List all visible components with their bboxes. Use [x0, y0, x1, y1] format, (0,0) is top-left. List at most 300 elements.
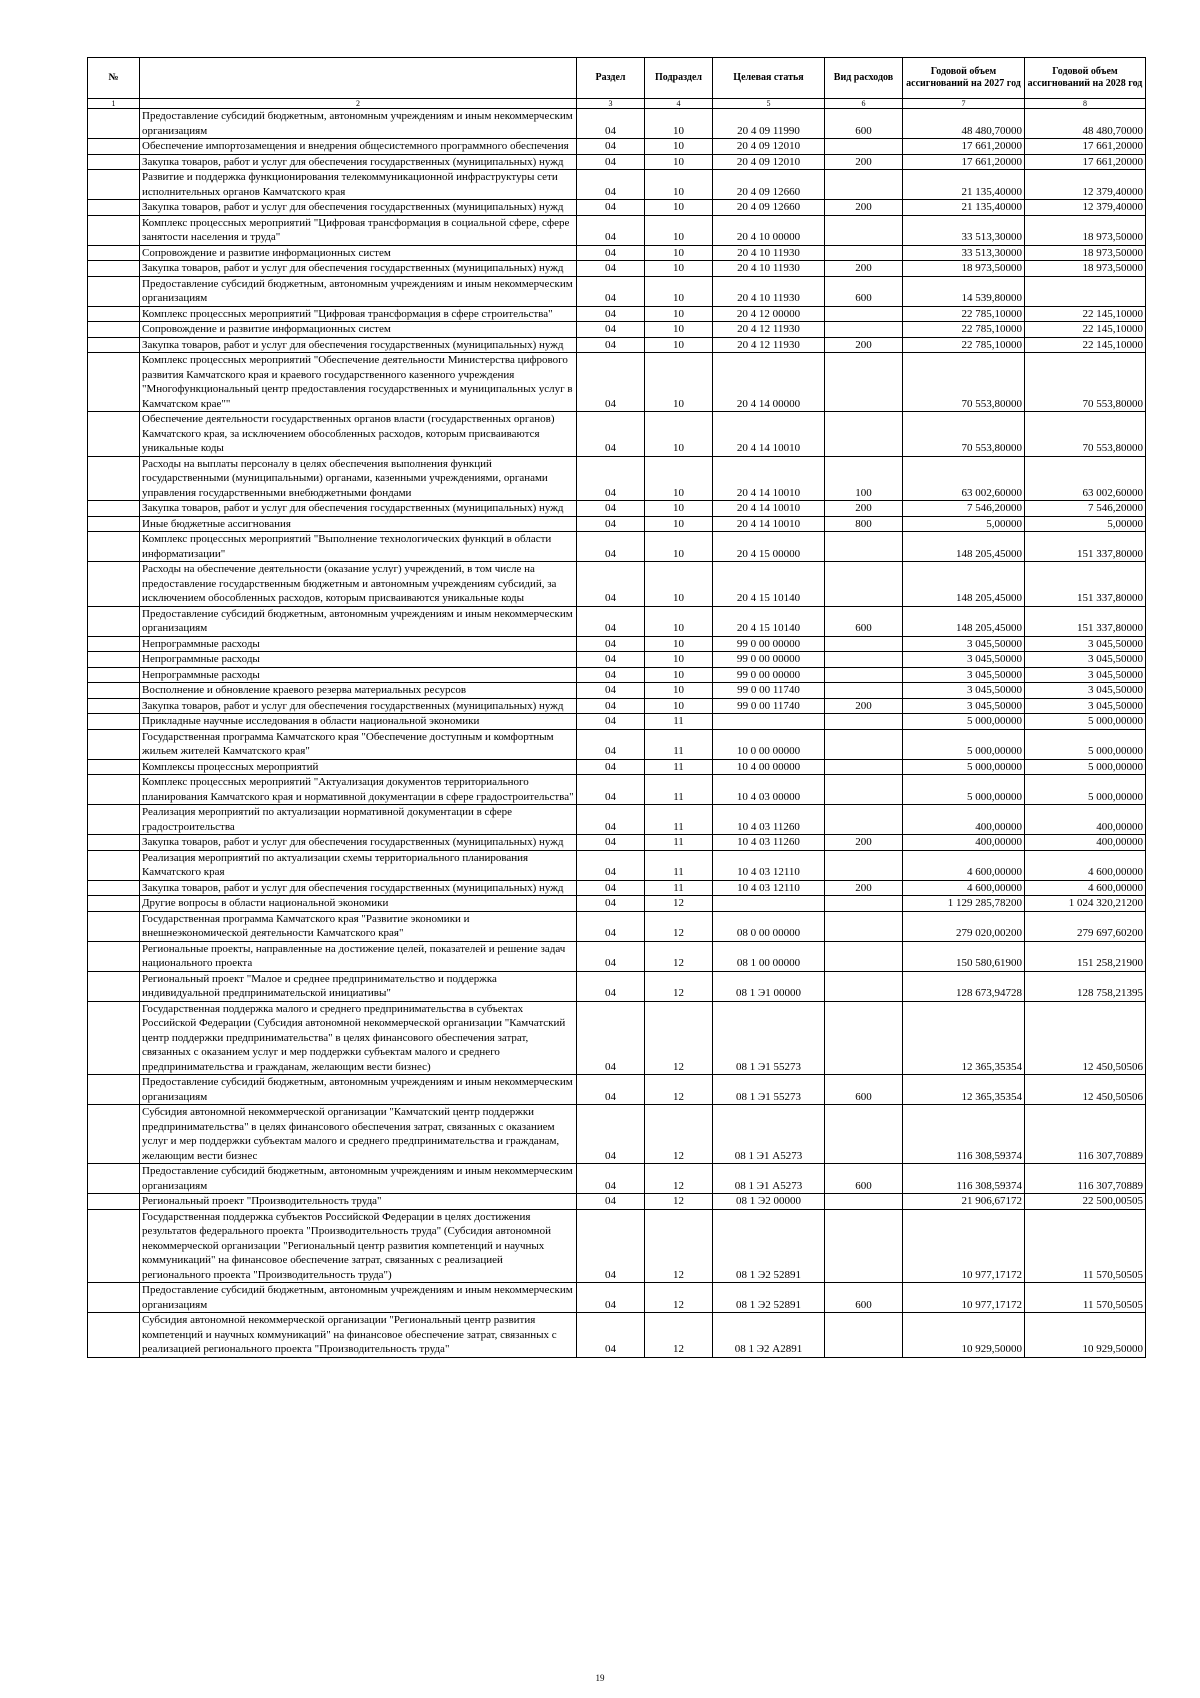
- row-name-cell: Комплекс процессных мероприятий "Обеспечение деятельности Министерства цифрового развития Камчатского края и краевого государственного казенного учреждения "Многофункциональный центр предоставления государственных и муниципальных услуг в Камчатском крае"": [140, 353, 577, 412]
- target-article-cell: 08 1 Э2 00000: [713, 1194, 825, 1210]
- subsection-cell: 11: [645, 759, 713, 775]
- section-cell: 04: [577, 652, 645, 668]
- section-cell: 04: [577, 606, 645, 636]
- row-name-cell: Предоставление субсидий бюджетным, автономным учреждениям и иным некоммерческим организациям: [140, 109, 577, 139]
- table-row: [88, 276, 1146, 306]
- amount-2028-cell: 22 145,10000: [1025, 322, 1146, 338]
- target-article-cell: 08 1 Э2 52891: [713, 1209, 825, 1283]
- table-row: [88, 170, 1146, 200]
- row-name-cell: Закупка товаров, работ и услуг для обеспечения государственных (муниципальных) нужд: [140, 200, 577, 216]
- row-number-cell: [88, 353, 140, 412]
- target-article-cell: 20 4 15 00000: [713, 532, 825, 562]
- section-cell: 04: [577, 775, 645, 805]
- amount-2027-cell: 5,00000: [903, 516, 1025, 532]
- table-row: [88, 532, 1146, 562]
- amount-2028-cell: 22 145,10000: [1025, 306, 1146, 322]
- expense-kind-cell: [825, 215, 903, 245]
- section-cell: 04: [577, 835, 645, 851]
- section-cell: 04: [577, 532, 645, 562]
- amount-2027-cell: 3 045,50000: [903, 698, 1025, 714]
- row-number-cell: [88, 835, 140, 851]
- target-article-cell: 20 4 09 11990: [713, 109, 825, 139]
- subsection-cell: 10: [645, 200, 713, 216]
- table-row: [88, 501, 1146, 517]
- expense-kind-cell: [825, 412, 903, 457]
- amount-2028-cell: 3 045,50000: [1025, 683, 1146, 699]
- row-name-cell: Региональный проект "Малое и среднее предпринимательство и поддержка индивидуальной предпринимательской инициативы": [140, 971, 577, 1001]
- amount-2028-cell: 4 600,00000: [1025, 850, 1146, 880]
- amount-2028-cell: 10 929,50000: [1025, 1313, 1146, 1358]
- table-row: [88, 154, 1146, 170]
- table-row: [88, 200, 1146, 216]
- expense-kind-cell: [825, 636, 903, 652]
- amount-2027-cell: 12 365,35354: [903, 1075, 1025, 1105]
- expense-kind-cell: [825, 729, 903, 759]
- subsection-cell: 12: [645, 1209, 713, 1283]
- row-number-cell: [88, 729, 140, 759]
- subsection-cell: 11: [645, 729, 713, 759]
- amount-2028-cell: 151 337,80000: [1025, 532, 1146, 562]
- target-article-cell: 20 4 14 10010: [713, 501, 825, 517]
- subsection-cell: 11: [645, 805, 713, 835]
- row-name-cell: Расходы на выплаты персоналу в целях обеспечения выполнения функций государственными (муниципальными) органами, казенными учреждениями, органами управления государственными внебюджетными фондами: [140, 456, 577, 501]
- row-name-cell: Комплекс процессных мероприятий "Цифровая трансформация в социальной сфере, сфере занятости населения и труда": [140, 215, 577, 245]
- row-name-cell: Государственная поддержка субъектов Российской Федерации в целях достижения результатов федерального проекта "Производительность труда" (Субсидия автономной некоммерческой организации "Региональный центр развития компетенций и научных коммуникаций" на финансовое обеспечение затрат, связанных с реализацией регионального проекта "Производительность труда"): [140, 1209, 577, 1283]
- expense-kind-cell: 800: [825, 516, 903, 532]
- section-cell: 04: [577, 170, 645, 200]
- section-cell: 04: [577, 1105, 645, 1164]
- section-cell: 04: [577, 456, 645, 501]
- table-row: [88, 652, 1146, 668]
- column-number: 7: [903, 99, 1025, 109]
- target-article-cell: 99 0 00 00000: [713, 667, 825, 683]
- target-article-cell: 08 1 Э2 52891: [713, 1283, 825, 1313]
- amount-2028-cell: 5 000,00000: [1025, 729, 1146, 759]
- section-cell: 04: [577, 880, 645, 896]
- amount-2027-cell: 70 553,80000: [903, 412, 1025, 457]
- subsection-cell: 10: [645, 154, 713, 170]
- amount-2028-cell: 70 553,80000: [1025, 412, 1146, 457]
- row-number-cell: [88, 911, 140, 941]
- target-article-cell: 20 4 10 00000: [713, 215, 825, 245]
- target-article-cell: 10 4 03 12110: [713, 880, 825, 896]
- section-cell: 04: [577, 759, 645, 775]
- expense-kind-cell: 200: [825, 501, 903, 517]
- amount-2028-cell: 5,00000: [1025, 516, 1146, 532]
- expense-kind-cell: [825, 306, 903, 322]
- expense-kind-cell: [825, 1209, 903, 1283]
- expense-kind-cell: [825, 850, 903, 880]
- amount-2027-cell: 22 785,10000: [903, 322, 1025, 338]
- expense-kind-cell: 600: [825, 606, 903, 636]
- column-number: 2: [140, 99, 577, 109]
- target-article-cell: 08 1 Э1 55273: [713, 1075, 825, 1105]
- subsection-cell: 10: [645, 215, 713, 245]
- row-name-cell: Обеспечение деятельности государственных органов власти (государственных органов) Камчатского края, за исключением обособленных расходов, которым присваиваются уникальные коды: [140, 412, 577, 457]
- subsection-cell: 10: [645, 322, 713, 338]
- row-number-cell: [88, 215, 140, 245]
- column-number: 8: [1025, 99, 1146, 109]
- row-number-cell: [88, 1075, 140, 1105]
- expense-kind-cell: 200: [825, 698, 903, 714]
- table-row: [88, 109, 1146, 139]
- subsection-cell: 10: [645, 170, 713, 200]
- section-cell: 04: [577, 1313, 645, 1358]
- amount-2027-cell: 48 480,70000: [903, 109, 1025, 139]
- row-name-cell: Другие вопросы в области национальной экономики: [140, 896, 577, 912]
- row-name-cell: Комплекс процессных мероприятий "Выполнение технологических функций в области информатизации": [140, 532, 577, 562]
- subsection-cell: 10: [645, 532, 713, 562]
- subsection-cell: 11: [645, 850, 713, 880]
- row-number-cell: [88, 1194, 140, 1210]
- amount-2027-cell: 3 045,50000: [903, 667, 1025, 683]
- section-cell: 04: [577, 911, 645, 941]
- target-article-cell: 20 4 09 12010: [713, 154, 825, 170]
- table-row: [88, 698, 1146, 714]
- amount-2027-cell: 14 539,80000: [903, 276, 1025, 306]
- amount-2028-cell: 3 045,50000: [1025, 698, 1146, 714]
- subsection-cell: 10: [645, 353, 713, 412]
- row-number-cell: [88, 170, 140, 200]
- target-article-cell: 20 4 12 11930: [713, 337, 825, 353]
- amount-2028-cell: 12 379,40000: [1025, 200, 1146, 216]
- row-number-cell: [88, 562, 140, 607]
- expense-kind-cell: 600: [825, 1283, 903, 1313]
- section-cell: 04: [577, 1075, 645, 1105]
- expense-kind-cell: 600: [825, 1075, 903, 1105]
- subsection-cell: 10: [645, 139, 713, 155]
- amount-2027-cell: 4 600,00000: [903, 850, 1025, 880]
- row-number-cell: [88, 200, 140, 216]
- row-number-cell: [88, 850, 140, 880]
- row-name-cell: Расходы на обеспечение деятельности (оказание услуг) учреждений, в том числе на предоставление государственным бюджетным и автономным учреждениям субсидий, за исключением обособленных расходов, которым присваиваются уникальные коды: [140, 562, 577, 607]
- subsection-cell: 10: [645, 667, 713, 683]
- expense-kind-cell: [825, 170, 903, 200]
- subsection-cell: 12: [645, 971, 713, 1001]
- subsection-cell: 10: [645, 245, 713, 261]
- amount-2027-cell: 17 661,20000: [903, 139, 1025, 155]
- row-name-cell: Государственная программа Камчатского края "Обеспечение доступным и комфортным жильем жителей Камчатского края": [140, 729, 577, 759]
- amount-2027-cell: 150 580,61900: [903, 941, 1025, 971]
- section-cell: 04: [577, 412, 645, 457]
- target-article-cell: 08 1 Э2 А2891: [713, 1313, 825, 1358]
- amount-2028-cell: 11 570,50505: [1025, 1209, 1146, 1283]
- subsection-cell: 10: [645, 516, 713, 532]
- row-name-cell: Сопровождение и развитие информационных систем: [140, 322, 577, 338]
- table-row: [88, 245, 1146, 261]
- table-row: [88, 337, 1146, 353]
- table-row: [88, 683, 1146, 699]
- amount-2027-cell: 148 205,45000: [903, 532, 1025, 562]
- row-number-cell: [88, 636, 140, 652]
- row-number-cell: [88, 759, 140, 775]
- amount-2027-cell: 70 553,80000: [903, 353, 1025, 412]
- subsection-cell: 10: [645, 606, 713, 636]
- section-cell: 04: [577, 139, 645, 155]
- section-cell: 04: [577, 353, 645, 412]
- row-number-cell: [88, 154, 140, 170]
- target-article-cell: [713, 714, 825, 730]
- amount-2028-cell: 18 973,50000: [1025, 215, 1146, 245]
- target-article-cell: 08 1 Э1 00000: [713, 971, 825, 1001]
- target-article-cell: [713, 896, 825, 912]
- amount-2027-cell: 3 045,50000: [903, 683, 1025, 699]
- table-row: [88, 353, 1146, 412]
- amount-2027-cell: 63 002,60000: [903, 456, 1025, 501]
- target-article-cell: 08 1 Э1 А5273: [713, 1105, 825, 1164]
- section-cell: 04: [577, 1164, 645, 1194]
- header-section: Раздел: [577, 58, 645, 99]
- section-cell: 04: [577, 667, 645, 683]
- amount-2027-cell: 279 020,00200: [903, 911, 1025, 941]
- amount-2027-cell: 33 513,30000: [903, 245, 1025, 261]
- amount-2028-cell: 5 000,00000: [1025, 714, 1146, 730]
- row-number-cell: [88, 139, 140, 155]
- amount-2027-cell: 5 000,00000: [903, 759, 1025, 775]
- row-number-cell: [88, 456, 140, 501]
- row-number-cell: [88, 652, 140, 668]
- amount-2028-cell: [1025, 276, 1146, 306]
- expense-kind-cell: [825, 971, 903, 1001]
- amount-2027-cell: 7 546,20000: [903, 501, 1025, 517]
- amount-2028-cell: 5 000,00000: [1025, 759, 1146, 775]
- amount-2028-cell: 116 307,70889: [1025, 1164, 1146, 1194]
- row-name-cell: Реализация мероприятий по актуализации схемы территориального планирования Камчатского края: [140, 850, 577, 880]
- target-article-cell: 20 4 15 10140: [713, 606, 825, 636]
- expense-kind-cell: 200: [825, 835, 903, 851]
- expense-kind-cell: [825, 941, 903, 971]
- subsection-cell: 11: [645, 775, 713, 805]
- section-cell: 04: [577, 154, 645, 170]
- row-name-cell: Непрограммные расходы: [140, 636, 577, 652]
- row-name-cell: Закупка товаров, работ и услуг для обеспечения государственных (муниципальных) нужд: [140, 835, 577, 851]
- amount-2027-cell: 400,00000: [903, 835, 1025, 851]
- expense-kind-cell: [825, 1105, 903, 1164]
- amount-2027-cell: 3 045,50000: [903, 636, 1025, 652]
- amount-2027-cell: 18 973,50000: [903, 261, 1025, 277]
- section-cell: 04: [577, 261, 645, 277]
- expense-kind-cell: 600: [825, 276, 903, 306]
- row-number-cell: [88, 714, 140, 730]
- section-cell: 04: [577, 683, 645, 699]
- section-cell: 04: [577, 215, 645, 245]
- row-number-cell: [88, 109, 140, 139]
- amount-2027-cell: 21 906,67172: [903, 1194, 1025, 1210]
- section-cell: 04: [577, 850, 645, 880]
- row-name-cell: Предоставление субсидий бюджетным, автономным учреждениям и иным некоммерческим организациям: [140, 1283, 577, 1313]
- row-number-cell: [88, 1105, 140, 1164]
- expense-kind-cell: [825, 683, 903, 699]
- subsection-cell: 10: [645, 276, 713, 306]
- table-row: [88, 456, 1146, 501]
- target-article-cell: 20 4 14 10010: [713, 412, 825, 457]
- row-number-cell: [88, 516, 140, 532]
- target-article-cell: 10 4 03 00000: [713, 775, 825, 805]
- amount-2028-cell: 17 661,20000: [1025, 139, 1146, 155]
- expense-kind-cell: [825, 805, 903, 835]
- amount-2028-cell: 279 697,60200: [1025, 911, 1146, 941]
- row-name-cell: Комплексы процессных мероприятий: [140, 759, 577, 775]
- expense-kind-cell: [825, 139, 903, 155]
- expense-kind-cell: [825, 353, 903, 412]
- column-number-row: [88, 99, 1146, 109]
- table-row: [88, 971, 1146, 1001]
- table-row: [88, 516, 1146, 532]
- target-article-cell: 10 4 03 12110: [713, 850, 825, 880]
- amount-2028-cell: 3 045,50000: [1025, 667, 1146, 683]
- row-number-cell: [88, 667, 140, 683]
- row-number-cell: [88, 1313, 140, 1358]
- table-row: [88, 606, 1146, 636]
- expense-kind-cell: 200: [825, 154, 903, 170]
- amount-2027-cell: 12 365,35354: [903, 1001, 1025, 1075]
- target-article-cell: 20 4 15 10140: [713, 562, 825, 607]
- target-article-cell: 08 1 00 00000: [713, 941, 825, 971]
- row-name-cell: Закупка товаров, работ и услуг для обеспечения государственных (муниципальных) нужд: [140, 154, 577, 170]
- row-name-cell: Иные бюджетные ассигнования: [140, 516, 577, 532]
- row-number-cell: [88, 412, 140, 457]
- amount-2028-cell: 48 480,70000: [1025, 109, 1146, 139]
- expense-kind-cell: 200: [825, 261, 903, 277]
- row-name-cell: Закупка товаров, работ и услуг для обеспечения государственных (муниципальных) нужд: [140, 880, 577, 896]
- amount-2027-cell: 1 129 285,78200: [903, 896, 1025, 912]
- table-row: [88, 896, 1146, 912]
- row-number-cell: [88, 1164, 140, 1194]
- subsection-cell: 11: [645, 714, 713, 730]
- table-row: [88, 306, 1146, 322]
- row-name-cell: Региональные проекты, направленные на достижение целей, показателей и решение задач национального проекта: [140, 941, 577, 971]
- table-row: [88, 775, 1146, 805]
- expense-kind-cell: [825, 667, 903, 683]
- amount-2028-cell: 128 758,21395: [1025, 971, 1146, 1001]
- target-article-cell: 99 0 00 11740: [713, 698, 825, 714]
- header-number: №: [88, 58, 140, 99]
- row-name-cell: Обеспечение импортозамещения и внедрения общесистемного программного обеспечения: [140, 139, 577, 155]
- section-cell: 04: [577, 516, 645, 532]
- subsection-cell: 11: [645, 835, 713, 851]
- column-number: 6: [825, 99, 903, 109]
- row-number-cell: [88, 322, 140, 338]
- row-name-cell: Реализация мероприятий по актуализации нормативной документации в сфере градостроительства: [140, 805, 577, 835]
- amount-2027-cell: 116 308,59374: [903, 1164, 1025, 1194]
- target-article-cell: 20 4 12 00000: [713, 306, 825, 322]
- page-number: 19: [595, 1673, 605, 1683]
- amount-2027-cell: 33 513,30000: [903, 215, 1025, 245]
- subsection-cell: 12: [645, 896, 713, 912]
- column-number: 5: [713, 99, 825, 109]
- amount-2027-cell: 5 000,00000: [903, 714, 1025, 730]
- row-number-cell: [88, 683, 140, 699]
- row-number-cell: [88, 501, 140, 517]
- row-name-cell: Предоставление субсидий бюджетным, автономным учреждениям и иным некоммерческим организациям: [140, 1164, 577, 1194]
- table-row: [88, 1164, 1146, 1194]
- target-article-cell: 99 0 00 11740: [713, 683, 825, 699]
- subsection-cell: 10: [645, 683, 713, 699]
- amount-2027-cell: 128 673,94728: [903, 971, 1025, 1001]
- section-cell: 04: [577, 109, 645, 139]
- target-article-cell: 20 4 14 10010: [713, 516, 825, 532]
- amount-2028-cell: 1 024 320,21200: [1025, 896, 1146, 912]
- amount-2027-cell: 17 661,20000: [903, 154, 1025, 170]
- section-cell: 04: [577, 896, 645, 912]
- target-article-cell: 20 4 09 12660: [713, 200, 825, 216]
- expense-kind-cell: 200: [825, 880, 903, 896]
- section-cell: 04: [577, 245, 645, 261]
- target-article-cell: 08 1 Э1 55273: [713, 1001, 825, 1075]
- target-article-cell: 10 4 03 11260: [713, 805, 825, 835]
- amount-2028-cell: 12 450,50506: [1025, 1001, 1146, 1075]
- expense-kind-cell: 600: [825, 109, 903, 139]
- subsection-cell: 12: [645, 1001, 713, 1075]
- amount-2027-cell: 10 929,50000: [903, 1313, 1025, 1358]
- expense-kind-cell: 200: [825, 337, 903, 353]
- column-number: 4: [645, 99, 713, 109]
- row-name-cell: Прикладные научные исследования в области национальной экономики: [140, 714, 577, 730]
- row-name-cell: Сопровождение и развитие информационных систем: [140, 245, 577, 261]
- subsection-cell: 12: [645, 911, 713, 941]
- section-cell: 04: [577, 1209, 645, 1283]
- section-cell: 04: [577, 562, 645, 607]
- section-cell: 04: [577, 306, 645, 322]
- subsection-cell: 12: [645, 1105, 713, 1164]
- amount-2028-cell: 12 450,50506: [1025, 1075, 1146, 1105]
- section-cell: 04: [577, 337, 645, 353]
- row-number-cell: [88, 532, 140, 562]
- amount-2028-cell: 151 337,80000: [1025, 562, 1146, 607]
- table-row: [88, 636, 1146, 652]
- amount-2027-cell: 3 045,50000: [903, 652, 1025, 668]
- table-row: [88, 1075, 1146, 1105]
- table-row: [88, 261, 1146, 277]
- row-name-cell: Комплекс процессных мероприятий "Актуализация документов территориального планирования Камчатского края и нормативной документации в сфере градостроительства": [140, 775, 577, 805]
- section-cell: 04: [577, 1194, 645, 1210]
- subsection-cell: 10: [645, 261, 713, 277]
- amount-2027-cell: 22 785,10000: [903, 306, 1025, 322]
- table-row: [88, 714, 1146, 730]
- amount-2027-cell: 21 135,40000: [903, 170, 1025, 200]
- amount-2028-cell: 12 379,40000: [1025, 170, 1146, 200]
- expense-kind-cell: [825, 562, 903, 607]
- subsection-cell: 11: [645, 880, 713, 896]
- amount-2028-cell: 7 546,20000: [1025, 501, 1146, 517]
- row-number-cell: [88, 880, 140, 896]
- budget-table: [87, 57, 1146, 1358]
- subsection-cell: 12: [645, 1313, 713, 1358]
- amount-2028-cell: 22 145,10000: [1025, 337, 1146, 353]
- row-name-cell: Закупка товаров, работ и услуг для обеспечения государственных (муниципальных) нужд: [140, 501, 577, 517]
- row-number-cell: [88, 775, 140, 805]
- section-cell: 04: [577, 322, 645, 338]
- table-row: [88, 1001, 1146, 1075]
- table-row: [88, 835, 1146, 851]
- section-cell: 04: [577, 971, 645, 1001]
- subsection-cell: 10: [645, 652, 713, 668]
- amount-2027-cell: 10 977,17172: [903, 1283, 1025, 1313]
- target-article-cell: 20 4 10 11930: [713, 276, 825, 306]
- row-name-cell: Предоставление субсидий бюджетным, автономным учреждениям и иным некоммерческим организациям: [140, 1075, 577, 1105]
- amount-2028-cell: 22 500,00505: [1025, 1194, 1146, 1210]
- row-number-cell: [88, 1001, 140, 1075]
- table-row: [88, 1105, 1146, 1164]
- row-name-cell: Предоставление субсидий бюджетным, автономным учреждениям и иным некоммерческим организациям: [140, 606, 577, 636]
- table-row: [88, 412, 1146, 457]
- expense-kind-cell: 100: [825, 456, 903, 501]
- subsection-cell: 12: [645, 941, 713, 971]
- section-cell: 04: [577, 805, 645, 835]
- row-number-cell: [88, 805, 140, 835]
- target-article-cell: 20 4 09 12660: [713, 170, 825, 200]
- table-row: [88, 850, 1146, 880]
